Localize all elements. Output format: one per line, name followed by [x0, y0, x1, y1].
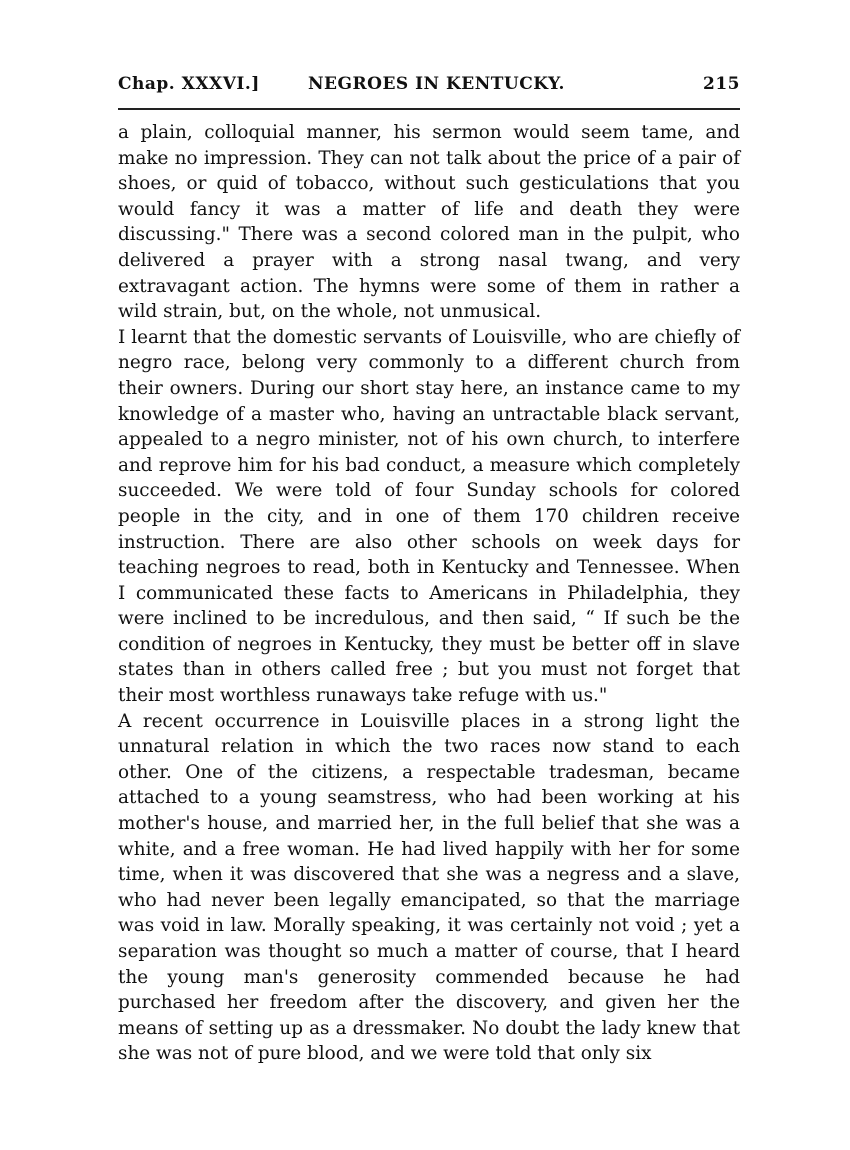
paragraph-1: a plain, colloquial manner, his sermon would seem tame, and make no impression. They can not talk about the price of a pair of shoes, or quid of tobacco, without such gesticulations that you would fancy it was a matter of life and death they were discussing." There was a second colored man in the pulpit, who delivered a prayer with a strong nasal twang, and very extravagant action. The hymns were some of them in rather a wild strain, but, on the whole, not unmusical.	[118, 122, 740, 323]
page-number: 215	[703, 74, 740, 94]
body-text	[118, 120, 740, 1067]
paragraph-3: A recent occurrence in Louisville places in a strong light the unnatural relation in which the two races now stand to each other. One of the citizens, a respectable tradesman, became attached to a young seamstress, who had been working at his mother's house, and married her, in the full belief that she was a white, and a free woman. He had lived happily with her for some time, when it was discovered that she was a negress and a slave, who had never been legally emancipated, so that the marriage was void in law. Morally speaking, it was certainly not void ; yet a separation was thought so much a matter of course, that I heard the young man's generosity commended because he had purchased her freedom after the discovery, and given her the means of setting up as a dressmaker. No doubt the lady knew that she was not of pure blood, and we were told that only six	[118, 710, 740, 1065]
chapter-label: Chap. XXXVI.]	[118, 74, 260, 94]
paragraph-2: I learnt that the domestic servants of Louisville, who are chiefly of negro race, belong very commonly to a different church from their owners. During our short stay here, an instance came to my knowledge of a master who, having an untractable black servant, appealed to a negro minister, not of his own church, to interfere and reprove him for his bad conduct, a measure which completely succeeded. We were told of four Sunday schools for colored people in the city, and in one of them 170 children receive instruction. There are also other schools on week days for teaching negroes to read, both in Kentucky and Tennessee. When I communicated these facts to Americans in Philadelphia, they were inclined to be incredulous, and then said, “ If such be the condition of negroes in Kentucky, they must be better off in slave states than in others called free ; but you must not forget that their most worthless runaways take refuge with us."	[118, 326, 740, 707]
running-head	[118, 70, 740, 98]
header-rule	[118, 108, 740, 110]
running-title: NEGROES IN KENTUCKY.	[308, 74, 565, 94]
book-page	[118, 70, 740, 1067]
